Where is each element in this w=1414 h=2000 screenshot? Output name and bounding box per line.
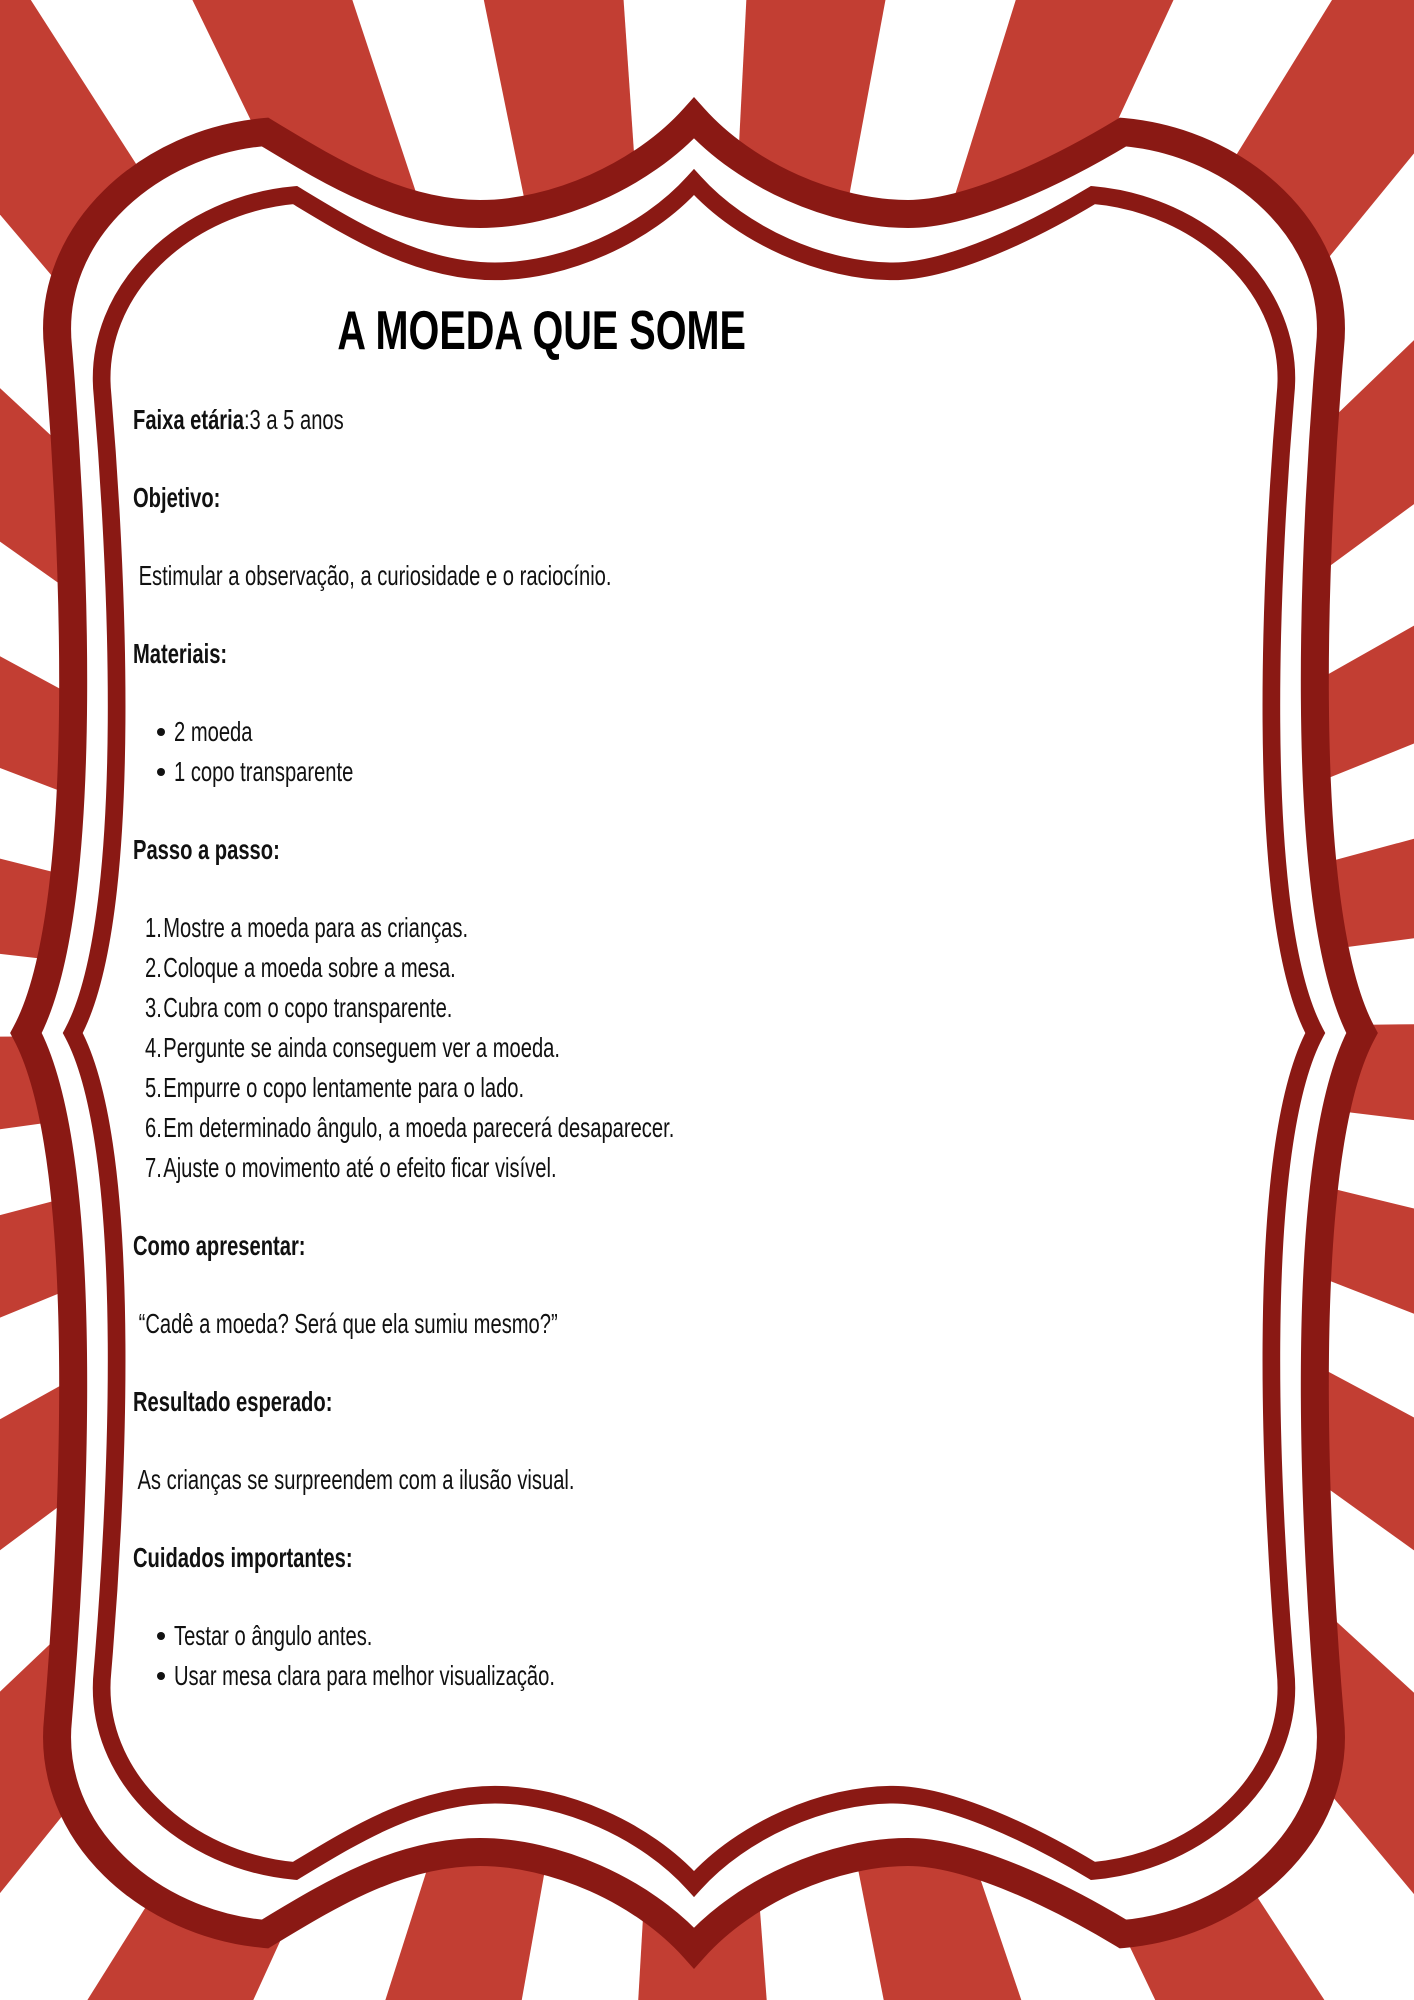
- care-heading: Cuidados importantes:: [133, 1542, 353, 1573]
- objective-text: Estimular a observação, a curiosidade e o raciocínio.: [133, 560, 612, 591]
- care-list: [133, 1616, 951, 1696]
- steps-heading: Passo a passo:: [133, 834, 280, 865]
- presentation-quote: “Cadê a moeda? Será que ela sumiu mesmo?”: [133, 1308, 558, 1339]
- list-item: 4.Pergunte se ainda conseguem ver a moeda.: [145, 1032, 561, 1063]
- page-title-text: A MOEDA QUE SOME: [337, 299, 747, 361]
- objective-heading: Objetivo:: [133, 482, 221, 513]
- list-item: 1.Mostre a moeda para as crianças.: [145, 912, 469, 943]
- list-item: 7.Ajuste o movimento até o efeito ficar visível.: [145, 1152, 557, 1183]
- age-range-label: Faixa etária: [133, 404, 244, 435]
- presentation-heading: Como apresentar:: [133, 1230, 306, 1261]
- list-item: Testar o ângulo antes.: [133, 1616, 951, 1656]
- list-item: 3.Cubra com o copo transparente.: [145, 992, 453, 1023]
- age-range-value: :3 a 5 anos: [243, 404, 344, 435]
- materials-list: [133, 712, 951, 792]
- expected-result-text: As crianças se surpreendem com a ilusão visual.: [133, 1464, 575, 1495]
- steps-list: [133, 908, 951, 1188]
- sheet-content: [133, 298, 951, 1696]
- materials-heading: Materiais:: [133, 638, 228, 669]
- age-range-line: [133, 400, 951, 440]
- list-item: 1 copo transparente: [133, 752, 951, 792]
- list-item: 2 moeda: [133, 712, 951, 752]
- page-title: [133, 298, 951, 362]
- list-item: 2.Coloque a moeda sobre a mesa.: [145, 952, 456, 983]
- list-item: 6.Em determinado ângulo, a moeda parecerá desaparecer.: [145, 1112, 675, 1143]
- expected-result-heading: Resultado esperado:: [133, 1386, 333, 1417]
- list-item: 5.Empurre o copo lentamente para o lado.: [145, 1072, 525, 1103]
- list-item: Usar mesa clara para melhor visualização.: [133, 1656, 951, 1696]
